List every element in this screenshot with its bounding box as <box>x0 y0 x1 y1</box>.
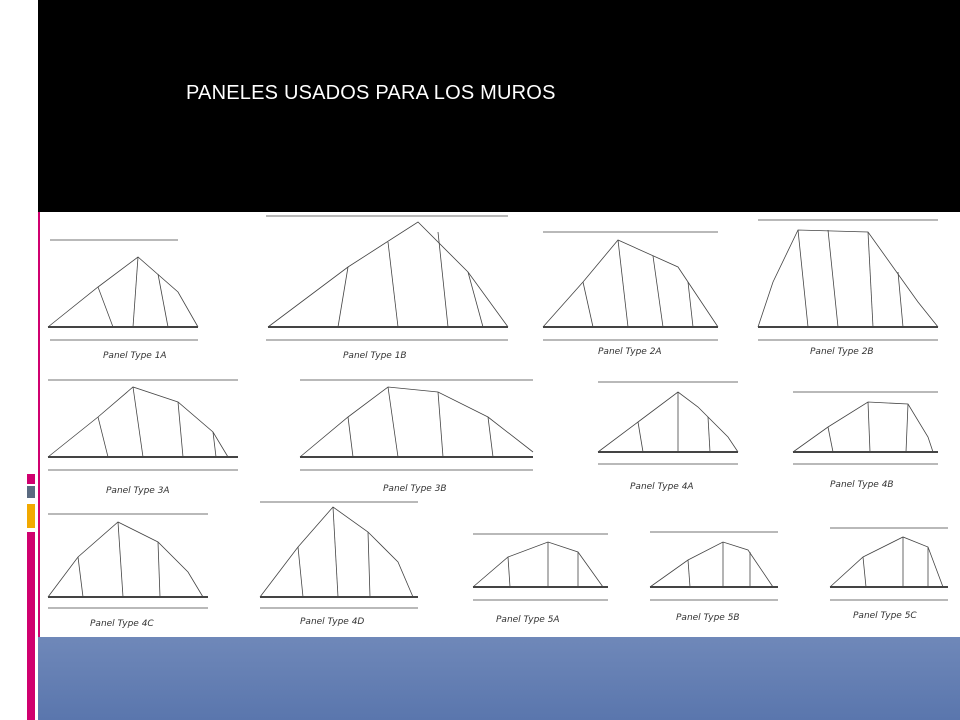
accent-square-orange <box>27 504 35 528</box>
label-panel-4b: Panel Type 4B <box>830 480 894 490</box>
label-panel-5c: Panel Type 5C <box>853 611 917 621</box>
label-panel-1b: Panel Type 1B <box>343 351 407 361</box>
label-panel-2a: Panel Type 2A <box>598 347 662 357</box>
panel-5a-drawing <box>473 534 608 600</box>
accent-vertical-line <box>38 212 40 637</box>
panel-4d-drawing <box>260 502 418 608</box>
panel-1a-drawing <box>48 240 198 340</box>
panel-drawings-figure <box>38 212 960 637</box>
panel-4a-drawing <box>598 382 738 464</box>
label-panel-5b: Panel Type 5B <box>676 613 740 623</box>
panel-4c-drawing <box>48 514 208 608</box>
accent-square-gray <box>27 486 35 498</box>
label-panel-3a: Panel Type 3A <box>106 486 170 496</box>
panel-1b-drawing <box>266 216 508 340</box>
panel-4b-drawing <box>793 392 938 464</box>
label-panel-4d: Panel Type 4D <box>300 617 365 627</box>
slide-title: PANELES USADOS PARA LOS MUROS <box>186 82 556 104</box>
panel-2a-drawing <box>543 232 718 340</box>
accent-bar-pink <box>27 532 35 720</box>
panel-5b-drawing <box>650 532 778 600</box>
panel-drawings-svg <box>38 212 960 637</box>
label-panel-4c: Panel Type 4C <box>90 619 154 629</box>
label-panel-2b: Panel Type 2B <box>810 347 874 357</box>
panel-5c-drawing <box>830 528 948 600</box>
label-panel-4a: Panel Type 4A <box>630 482 694 492</box>
accent-square-pink <box>27 474 35 484</box>
label-panel-5a: Panel Type 5A <box>496 615 560 625</box>
panel-3a-drawing <box>48 380 238 470</box>
panel-2b-drawing <box>758 220 938 340</box>
label-panel-3b: Panel Type 3B <box>383 484 447 494</box>
title-band <box>38 0 960 212</box>
bottom-band <box>38 637 960 720</box>
label-panel-1a: Panel Type 1A <box>103 351 167 361</box>
panel-3b-drawing <box>300 380 533 470</box>
decorative-lines-icon <box>22 0 38 212</box>
